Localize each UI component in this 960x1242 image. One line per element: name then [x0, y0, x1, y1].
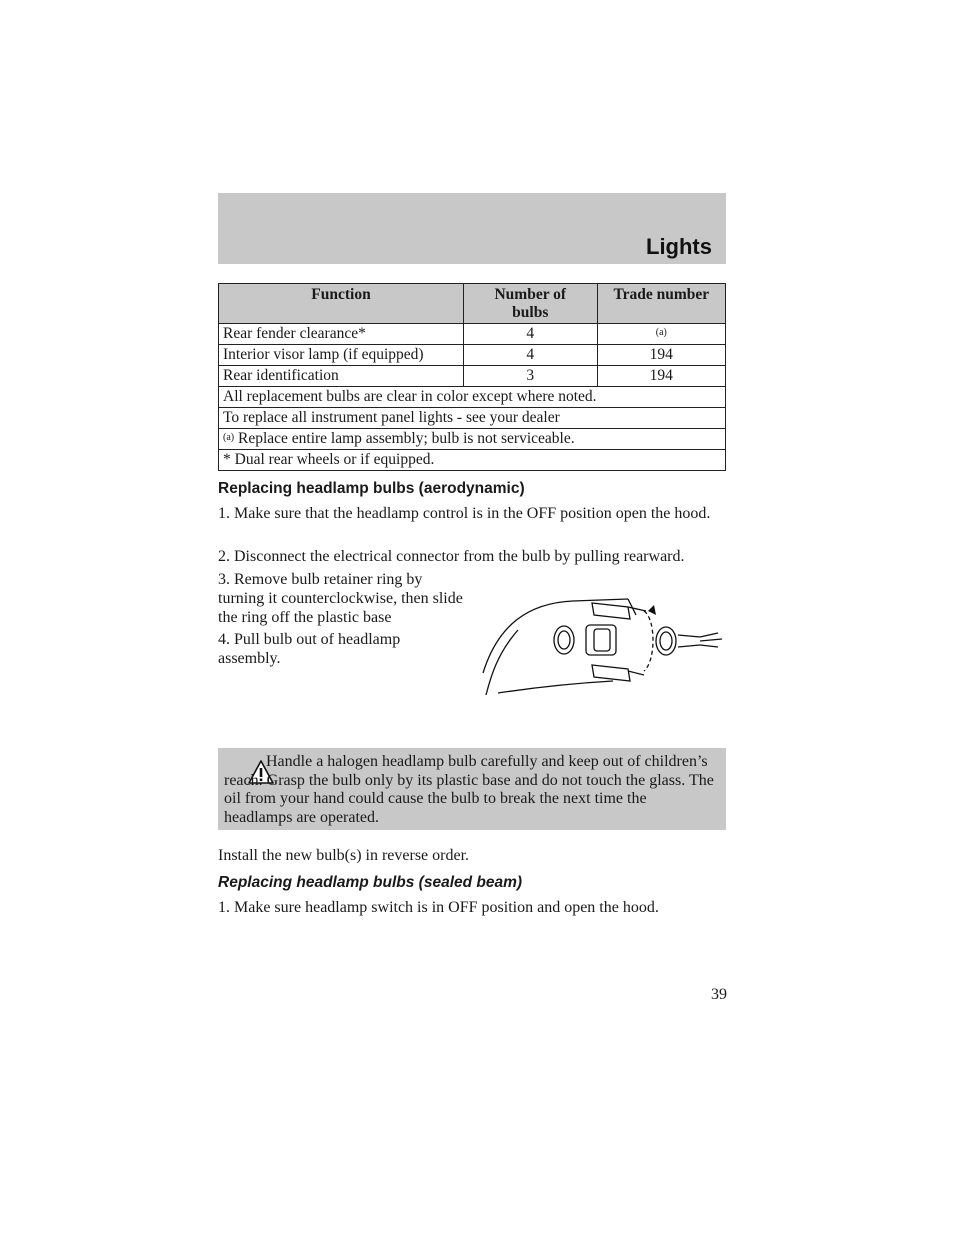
warning-box — [218, 748, 726, 830]
cell-count: 3 — [463, 366, 597, 387]
sealed-step-1: 1. Make sure headlamp switch is in OFF position and open the hood. — [218, 899, 659, 916]
footnote-marker: (a) — [223, 432, 235, 443]
install-text: Install the new bulb(s) in reverse order. — [218, 847, 470, 864]
note-instrument-panel: To replace all instrument panel lights - see your dealer — [219, 408, 726, 429]
note-clear-color: All replacement bulbs are clear in color except where noted. — [219, 387, 726, 408]
step-3: 3. Remove bulb retainer ring by turning it counterclockwise, then slide the ring off the plastic base — [218, 571, 463, 626]
table-note-row — [219, 450, 726, 471]
table-note-row — [219, 429, 726, 450]
column-header-number-of-bulbs — [463, 284, 597, 324]
table-note-row — [219, 387, 726, 408]
cell-trade: 194 — [597, 345, 725, 366]
column-header-trade-number: Trade number — [597, 284, 725, 324]
sealed-beam-heading: Replacing headlamp bulbs (sealed beam) — [218, 874, 523, 891]
bulb-table — [218, 283, 726, 471]
cell-function: Rear fender clearance* — [219, 324, 464, 345]
cell-function: Rear identification — [219, 366, 464, 387]
step-1: 1. Make sure that the headlamp control is in the OFF position open the hood. — [218, 505, 711, 522]
cell-trade: 194 — [597, 366, 725, 387]
page-number: 39 — [711, 986, 727, 1003]
note-footnote — [219, 429, 726, 450]
cell-function: Interior visor lamp (if equipped) — [219, 345, 464, 366]
column-header-function: Function — [219, 284, 464, 324]
step-4: 4. Pull bulb out of headlamp assembly. — [218, 631, 401, 667]
table-row — [219, 324, 726, 345]
section-title: Lights — [646, 234, 712, 259]
headlamp-bulb-illustration — [478, 585, 730, 695]
cell-count: 4 — [463, 345, 597, 366]
step-2: 2. Disconnect the electrical connector from the bulb by pulling rearward. — [218, 548, 685, 565]
table-row — [219, 366, 726, 387]
table-row — [219, 345, 726, 366]
table-note-row — [219, 408, 726, 429]
warning-text: Handle a halogen headlamp bulb carefully and keep out of children’s reach. Grasp the bulb only by its plastic base and do not touch the glass. The oil from your hand could cause the bulb to break the next time the headlamps are operated. — [224, 753, 714, 826]
section-header-band — [218, 193, 726, 264]
aerodynamic-heading: Replacing headlamp bulbs (aerodynamic) — [218, 480, 525, 497]
footnote-marker: (a) — [655, 327, 667, 338]
column-header-number-of-bulbs-text: Number of bulbs — [494, 286, 567, 321]
cell-trade — [597, 324, 725, 345]
footnote-text: Replace entire lamp assembly; bulb is not serviceable. — [237, 430, 575, 447]
table-header-row — [219, 284, 726, 324]
note-dual-rear: * Dual rear wheels or if equipped. — [219, 450, 726, 471]
cell-count: 4 — [463, 324, 597, 345]
